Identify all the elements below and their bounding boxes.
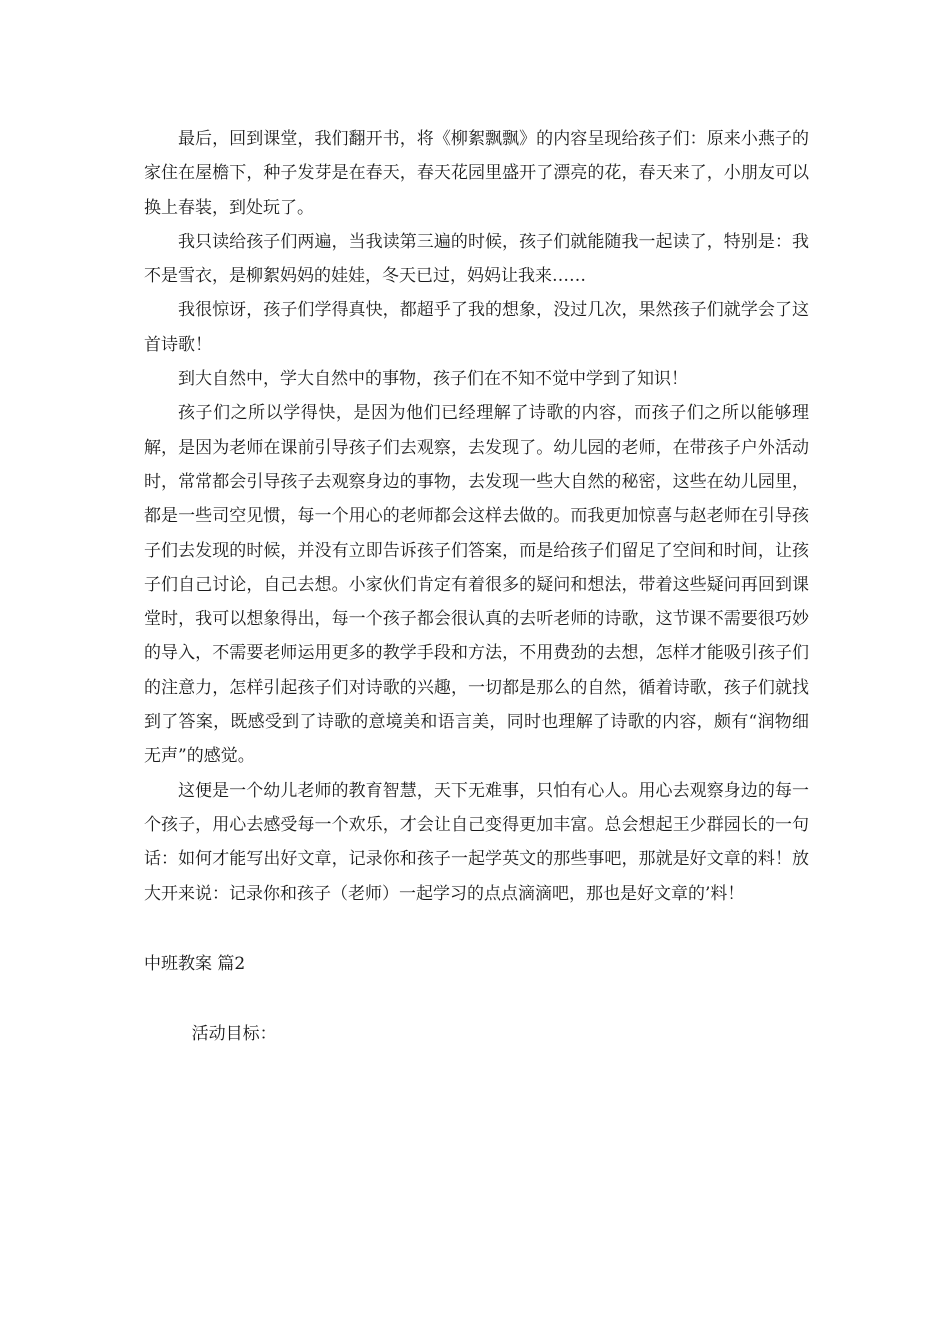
section-title: 中班教案 篇2 <box>144 953 246 974</box>
paragraph-3: 我很惊讶，孩子们学得真快，都超乎了我的想象，没过几次，果然孩子们就学会了这首诗歌！ <box>144 300 809 355</box>
paragraph-2: 我只读给孩子们两遍，当我读第三遍的时候，孩子们就能随我一起读了，特别是：我不是雪衣，是柳絮妈妈的娃娃，冬天已过，妈妈让我来…… <box>144 231 809 287</box>
paragraph-1: 最后，回到课堂，我们翻开书，将《柳絮飘飘》的内容呈现给孩子们：原来小燕子的家住在屋檐下，种子发芽是在春天，春天花园里盛开了漂亮的花，春天来了，小朋友可以换上春装，到处玩了。 <box>144 129 809 218</box>
paragraph-5: 孩子们之所以学得快，是因为他们已经理解了诗歌的内容，而孩子们之所以能够理解，是因为老师在课前引导孩子们去观察，去发现了。幼儿园的老师，在带孩子户外活动时，常常都会引导孩子去观察身边的事物，去发现一些大自然的秘密，这些在幼儿园里，都是一些司空见惯，每一个用心的老师都会这样去做的。而我更加惊喜与赵老师在引导孩子们去发现的时候，并没有立即告诉孩子们答案，而是给孩子们留足了空间和时间，让孩子们自己讨论，自己去想。小家伙们肯定有着很多的疑问和想法，带着这些疑问再回到课堂时，我可以想象得出，每一个孩子都会很认真的去听老师的诗歌，这节课不需要很巧妙的导入，不需要老师运用更多的教学手段和方法，不用费劲的去想，怎样才能吸引孩子们的注意力，怎样引起孩子们对诗歌的兴趣，一切都是那么的自然，循着诗歌，孩子们就找到了答案，既感受到了诗歌的意境美和语言美，同时也理解了诗歌的内容，颇有“润物细无声”的感觉。 <box>144 403 809 767</box>
paragraph-6: 这便是一个幼儿老师的教育智慧，天下无难事，只怕有心人。用心去观察身边的每一个孩子，用心去感受每一个欢乐，才会让自己变得更加丰富。总会想起王少群园长的一句话：如何才能写出好文章，记录你和孩子一起学英文的那些事吧，那就是好文章的料！放大开来说：记录你和孩子（老师）一起学习的点点滴滴吧，那也是好文章的’料！ <box>144 780 809 904</box>
document-page <box>144 122 809 1051</box>
sub-heading-objectives: 活动目标： <box>191 1023 277 1044</box>
paragraph-4: 到大自然中，学大自然中的事物，孩子们在不知不觉中学到了知识！ <box>178 369 688 390</box>
